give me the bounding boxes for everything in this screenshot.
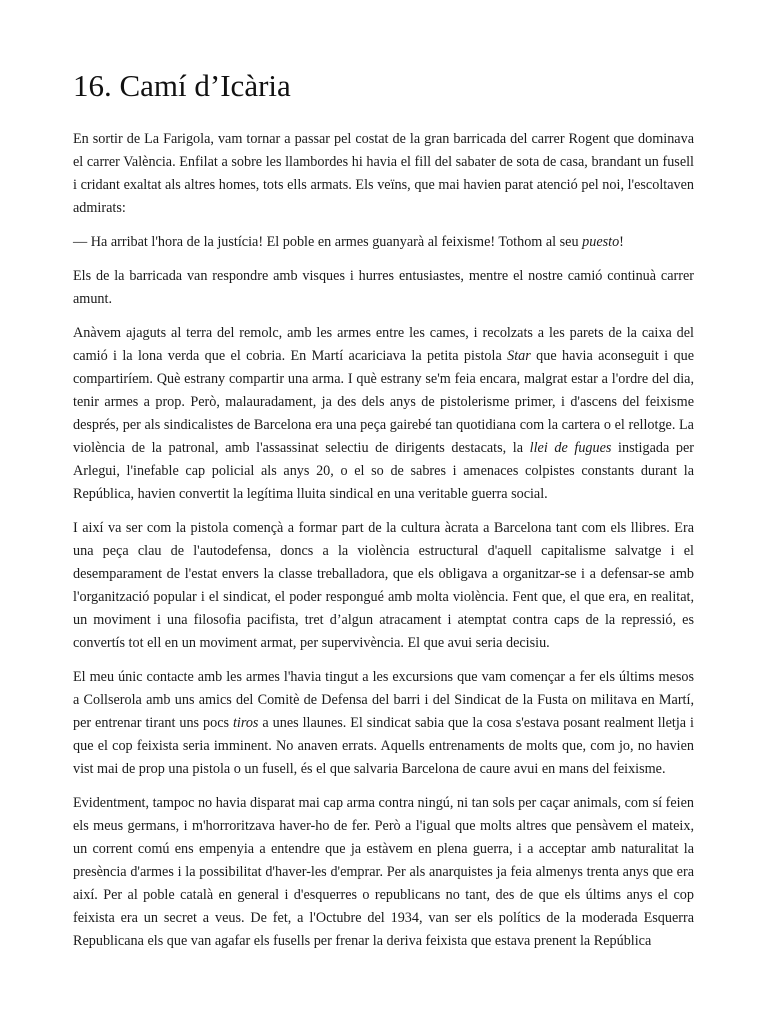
paragraph-5-text: I així va ser com la pistola començà a formar part de la cultura àcrata a Barcelona tant com els llibres. Era una peça clau de l'autodefensa, doncs a la violència estructural d'aquell capitalisme salvatge i el desemparament de l'estat envers la classe treballadora, que els obligava a organitzar-se i a defensar-se amb l'organització popular i el sindicat, el poder respongué amb molta violència. Fent que, el que era, en realitat, un moviment i una filosofia pacifista, tret d’algun atracament i atemptat contra caps de la repressió, es convertís tot ell en un moviment armat, per supervivència. El que avui seria decisiu. [73, 520, 694, 651]
paragraph-4-text-b: que havia aconseguit i que compartiríem. Què estrany compartir una arma. I què estrany se'm feia encara, malgrat estar a l'ordre del dia, tenir armes a prop. Però, malauradament, ja des dels anys de pistolerisme primer, i d'ascens del feixisme després, per als sindicalistes de Barcelona era una peça gairebé tan quotidiana com la cartera o el rellotge. La violència de la patronal, amb l'assassinat selectiu de dirigents destacats, la [73, 348, 694, 456]
paragraph-1 [73, 128, 694, 220]
chapter-title: 16. Camí d’Icària [73, 68, 291, 103]
paragraph-7 [73, 792, 694, 953]
paragraph-5 [73, 517, 694, 655]
paragraph-6-text-a: El meu únic contacte amb les armes l'havia tingut a les excursions que vam començar a fer els últims mesos a Collserola amb uns amics del Comitè de Defensa del barri i del Sindicat de la Fusta on militava en Martí, per entrenar tirant uns pocs [73, 669, 694, 731]
paragraph-6 [73, 666, 694, 781]
paragraph-2-text-b: ! [619, 234, 624, 250]
paragraph-7-text: Evidentment, tampoc no havia disparat mai cap arma contra ningú, ni tan sols per caçar animals, com sí feien els meus germans, i m'horroritzava haver-ho de fer. Però a l'igual que molts altres que pensàvem el mateix, un corrent comú ens empenyia a entendre que ja estàvem en plena guerra, i a acceptar amb naturalitat la presència d'armes i la possibilitat d'haver-les d'emprar. Per als anarquistes ja feia almenys trenta anys que era així. Per al poble català en general i d'esquerres o republicans no tant, des de que els últims anys el cop feixista era un secret a veus. De fet, a l'Octubre del 1934, van ser els polítics de la moderada Esquerra Republicana els que van agafar els fusells per frenar la deriva feixista que estava prenent la República [73, 795, 694, 949]
paragraph-4-italic-llei-de-fugues: llei de fugues [529, 440, 612, 456]
paragraph-6-text-b: a unes llaunes. El sindicat sabia que la cosa s'estava posant realment lletja i que el cop feixista seria imminent. No anaven errats. Aquells entrenaments de molts que, com jo, no havien vist mai de prop una pistola o un fusell, és el que salvaria Barcelona de caure avui en mans del feixisme. [73, 715, 694, 777]
paragraph-6-italic-tiros: tiros [232, 715, 259, 731]
document-page [73, 66, 694, 964]
paragraph-4-text-c: instigada per Arlegui, l'inefable cap policial als anys 20, o el so de sabres i amenaces colpistes constants durant la República, havien convertit la legítima lluita sindical en una veritable guerra social. [73, 440, 694, 502]
paragraph-2-text-a: — Ha arribat l'hora de la justícia! El poble en armes guanyarà al feixisme! Tothom al seu [73, 234, 583, 250]
paragraph-4-italic-star: Star [507, 348, 531, 364]
paragraph-4 [73, 322, 694, 506]
paragraph-2-dialogue [73, 231, 694, 254]
paragraph-2-italic-puesto: puesto [582, 234, 620, 250]
paragraph-1-text: En sortir de La Farigola, vam tornar a passar pel costat de la gran barricada del carrer Rogent que dominava el carrer València. Enfilat a sobre les llambordes hi havia el fill del sabater de sota de casa, brandant un fusell i cridant exaltat als altres homes, tots ells armats. Els veïns, que mai havien parat atenció pel noi, l'escoltaven admirats: [73, 131, 694, 216]
paragraph-3-text: Els de la barricada van respondre amb visques i hurres entusiastes, mentre el nostre camió continuà carrer amunt. [73, 268, 694, 307]
paragraph-3 [73, 265, 694, 311]
paragraph-4-text-a: Anàvem ajaguts al terra del remolc, amb les armes entre les cames, i recolzats a les parets de la caixa del camió i la lona verda que el cobria. En Martí acariciava la petita pistola [73, 325, 694, 364]
